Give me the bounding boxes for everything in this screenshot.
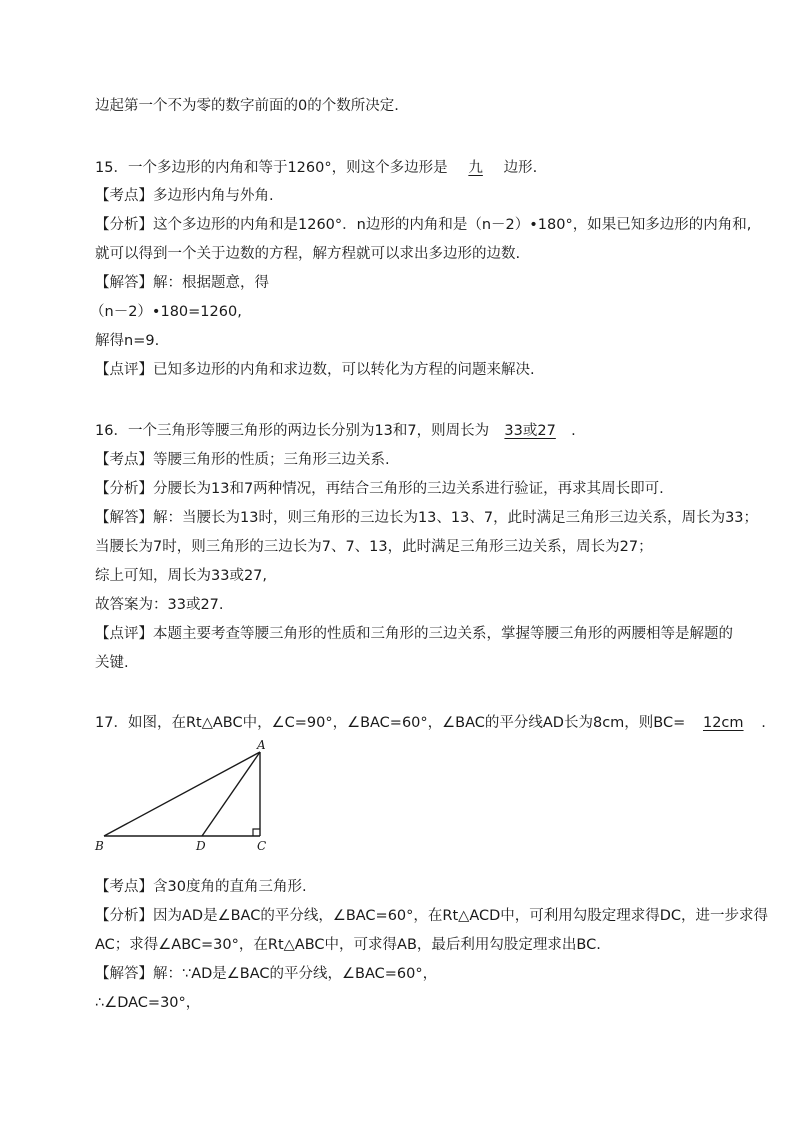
q16-jieda-2: 当腰长为7时，则三角形的三边长为7、7、13，此时满足三角形三边关系，周长为27；	[95, 539, 653, 555]
segment-ad	[202, 752, 260, 836]
q15-jieda-3: 解得n=9.	[95, 333, 160, 349]
q16-fenxi: 【分析】分腰长为13和7两种情况，再结合三角形的三边关系进行验证，再求其周长即可.	[95, 481, 664, 497]
q16-jieda-3: 综上可知，周长为33或27,	[95, 568, 268, 584]
q17-fenxi-2: AC；求得∠ABC=30°，在Rt△ABC中，可求得AB，最后利用勾股定理求出BC.	[95, 937, 601, 953]
q15-answer: 九	[468, 160, 483, 176]
q17-fenxi-1: 【分析】因为AD是∠BAC的平分线，∠BAC=60°，在Rt△ACD中，可利用勾股定理求得DC，进一步求得	[95, 908, 769, 924]
q15-stem	[95, 158, 537, 178]
label-d: D	[196, 839, 206, 853]
q17-jieda-1: 【解答】解：∵AD是∠BAC的平分线，∠BAC=60°，	[95, 966, 438, 982]
q17-stem-before: 17．如图，在Rt△ABC中，∠C=90°，∠BAC=60°，∠BAC的平分线AD长为8cm，则BC=	[95, 715, 686, 731]
q16-jieda-1: 【解答】解：当腰长为13时，则三角形的三边长为13、13、7，此时满足三角形三边关系，周长为33；	[95, 510, 759, 526]
q15-stem-before: 15．一个多边形的内角和等于1260°，则这个多边形是	[95, 160, 448, 176]
q15-fenxi-1: 【分析】这个多边形的内角和是1260°．n边形的内角和是（n－2）•180°，如果已知多边形的内角和,	[95, 217, 752, 233]
q16-stem-after: .	[571, 423, 576, 439]
q15-jieda-2: （n－2）•180=1260,	[90, 304, 242, 320]
q17-jieda-2: ∴∠DAC=30°，	[95, 995, 201, 1011]
q16-dianping-1: 【点评】本题主要考查等腰三角形的性质和三角形的三边关系，掌握等腰三角形的两腰相等是解题的	[95, 626, 733, 642]
q15-dianping: 【点评】已知多边形的内角和求边数，可以转化为方程的问题来解决.	[95, 362, 535, 378]
q16-dianping-2: 关键.	[95, 655, 129, 671]
q16-stem	[95, 421, 576, 441]
segment-ab	[104, 752, 260, 836]
label-c: C	[257, 839, 267, 853]
q16-jieda-4: 故答案为：33或27.	[95, 597, 224, 613]
q16-answer: 33或27	[504, 423, 556, 439]
q15-kaodian: 【考点】多边形内角与外角.	[95, 188, 274, 204]
right-angle-mark	[253, 829, 260, 836]
q16-kaodian: 【考点】等腰三角形的性质；三角形三边关系.	[95, 452, 390, 468]
q15-stem-after: 边形.	[503, 160, 538, 176]
q16-stem-before: 16．一个三角形等腰三角形的两边长分别为13和7，则周长为	[95, 423, 490, 439]
q15-fenxi-2: 就可以得到一个关于边数的方程，解方程就可以求出多边形的边数.	[95, 246, 521, 262]
q17-stem-after: .	[761, 715, 766, 731]
intro-text: 边起第一个不为零的数字前面的0的个数所决定.	[95, 98, 399, 114]
triangle-figure	[92, 706, 282, 856]
q15-jieda-1: 【解答】解：根据题意，得	[95, 275, 269, 291]
label-a: A	[257, 738, 266, 752]
label-b: B	[95, 839, 104, 853]
q17-kaodian: 【考点】含30度角的直角三角形.	[95, 879, 307, 895]
q17-answer: 12cm	[702, 715, 744, 731]
